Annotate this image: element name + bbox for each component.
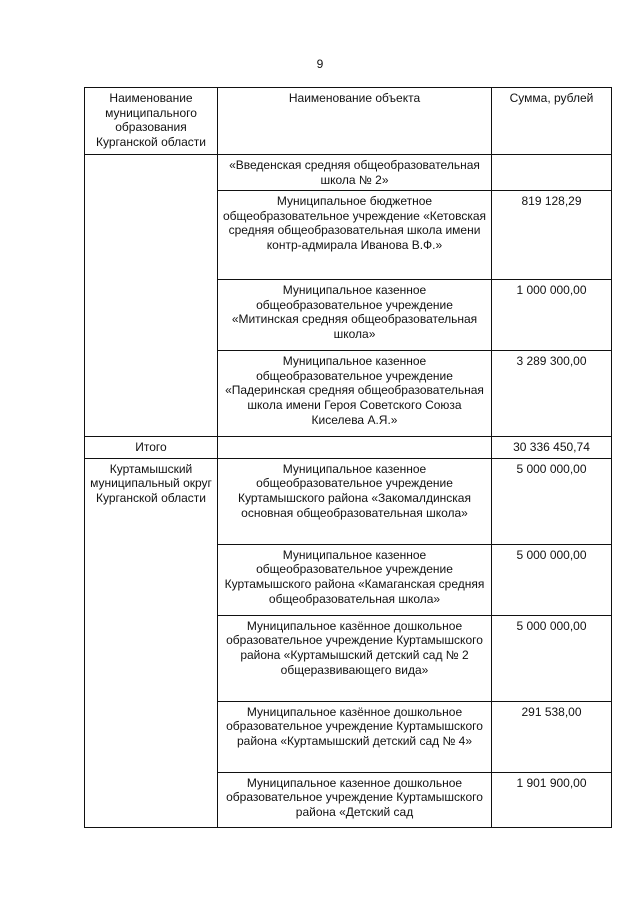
- total-empty-cell: [218, 437, 492, 459]
- object-cell: Муниципальное казенное общеобразовательное учреждение «Митинская средняя общеобразовательная школа»: [218, 280, 492, 351]
- sum-cell: 5 000 000,00: [492, 615, 612, 701]
- sum-cell: 3 289 300,00: [492, 351, 612, 437]
- table-row: [85, 458, 612, 544]
- sum-cell: [492, 155, 612, 191]
- header-object: Наименование объекта: [218, 88, 492, 155]
- object-cell: Муниципальное казённое дошкольное образовательное учреждение Куртамышского района «Куртамышский детский сад № 2 общеразвивающего вида»: [218, 615, 492, 701]
- object-cell: Муниципальное казённое дошкольное образовательное учреждение Куртамышского района «Куртамышский детский сад № 4»: [218, 701, 492, 772]
- total-row: [85, 437, 612, 459]
- sum-cell: 1 000 000,00: [492, 280, 612, 351]
- municipality-cell: Куртамышский муниципальный округ Курганской области: [85, 458, 218, 827]
- header-sum: Сумма, рублей: [492, 88, 612, 155]
- object-cell: Муниципальное казенное общеобразовательное учреждение Куртамышского района «Закомалдинская основная общеобразовательная школа»: [218, 458, 492, 544]
- page-number: 9: [316, 57, 324, 71]
- object-cell: Муниципальное бюджетное общеобразовательное учреждение «Кетовская средняя общеобразовательная школа имени контр-адмирала Иванова В.Ф.»: [218, 191, 492, 280]
- total-label: Итого: [85, 437, 218, 459]
- municipality-cell-continued: [85, 155, 218, 437]
- total-sum: 30 336 450,74: [492, 437, 612, 459]
- sum-cell: 5 000 000,00: [492, 544, 612, 615]
- sum-cell: 291 538,00: [492, 701, 612, 772]
- table-header-row: [85, 88, 612, 155]
- object-cell: «Введенская средняя общеобразовательная школа № 2»: [218, 155, 492, 191]
- funding-table: [84, 87, 612, 828]
- sum-cell: 819 128,29: [492, 191, 612, 280]
- object-cell: Муниципальное казенное общеобразовательное учреждение Куртамышского района «Камаганская средняя общеобразовательная школа»: [218, 544, 492, 615]
- sum-cell: 1 901 900,00: [492, 772, 612, 827]
- sum-cell: 5 000 000,00: [492, 458, 612, 544]
- header-municipality: Наименование муниципального образования Курганской области: [85, 88, 218, 155]
- object-cell: Муниципальное казенное дошкольное образовательное учреждение Куртамышского района «Детский сад: [218, 772, 492, 827]
- object-cell: Муниципальное казенное общеобразовательное учреждение «Падеринская средняя общеобразовательная школа имени Героя Советского Союза Киселева А.Я.»: [218, 351, 492, 437]
- table-row: [85, 155, 612, 191]
